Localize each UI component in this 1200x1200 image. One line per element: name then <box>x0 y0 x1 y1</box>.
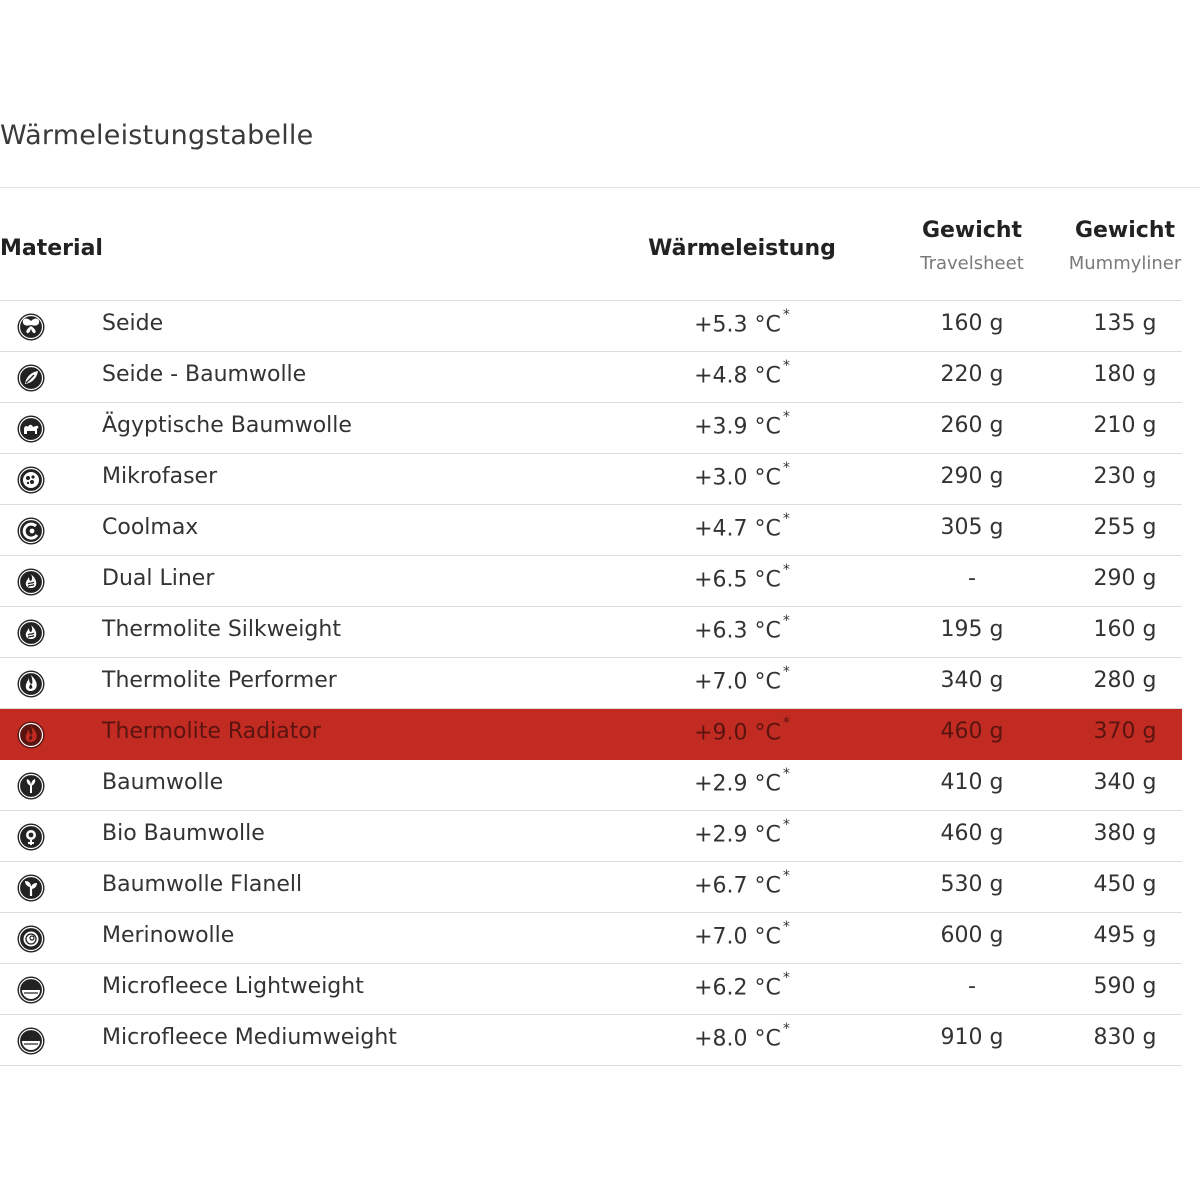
material-name: Seide - Baumwolle <box>102 362 307 387</box>
camel-icon <box>16 414 46 444</box>
butterfly-icon <box>16 312 46 342</box>
weight-mummyliner: 495 g <box>1093 923 1157 948</box>
material-name: Microfleece Mediumweight <box>102 1025 397 1050</box>
warmth-value <box>612 307 872 338</box>
header-weight-mummyliner <box>1050 218 1200 274</box>
material-name: Thermolite Performer <box>102 668 337 693</box>
weight-mummyliner: 290 g <box>1093 566 1157 591</box>
weight-travelsheet: 910 g <box>940 1025 1004 1050</box>
weight-mummyliner: 380 g <box>1093 821 1157 846</box>
fleece-icon <box>16 1026 46 1056</box>
footnote-mark: * <box>782 1021 790 1037</box>
material-name: Mikrofaser <box>102 464 218 489</box>
warmth-value <box>612 664 872 695</box>
table-row <box>0 403 1182 454</box>
weight-travelsheet: 460 g <box>940 821 1004 846</box>
warmth-value <box>612 409 872 440</box>
warmth-value <box>612 1021 872 1052</box>
header-mummyliner-label: Mummyliner <box>1068 253 1182 274</box>
table-row <box>0 301 1182 352</box>
weight-travelsheet: 600 g <box>940 923 1004 948</box>
table-row <box>0 760 1182 811</box>
warmth-value <box>612 919 872 950</box>
warmth-number: +2.9 °C <box>694 822 781 848</box>
table-row <box>0 913 1182 964</box>
footnote-mark: * <box>782 664 790 680</box>
material-name: Baumwolle Flanell <box>102 872 303 897</box>
footnote-mark: * <box>782 868 790 884</box>
material-name: Microfleece Lightweight <box>102 974 364 999</box>
weight-travelsheet: 290 g <box>940 464 1004 489</box>
warmth-number: +6.5 °C <box>694 567 781 593</box>
warmth-table <box>0 188 1182 1066</box>
warmth-number: +3.0 °C <box>694 465 781 491</box>
weight-mummyliner: 340 g <box>1093 770 1157 795</box>
cotton-plant-icon <box>16 771 46 801</box>
table-header <box>0 188 1182 301</box>
warmth-number: +6.3 °C <box>694 618 781 644</box>
material-name: Thermolite Radiator <box>102 719 321 744</box>
warmth-value <box>612 970 872 1001</box>
warmth-number: +4.7 °C <box>694 516 781 542</box>
weight-mummyliner: 830 g <box>1093 1025 1157 1050</box>
footnote-mark: * <box>782 409 790 425</box>
header-warmth: Wärmeleistung <box>648 236 836 261</box>
table-row-highlighted <box>0 709 1182 760</box>
warmth-value <box>612 511 872 542</box>
footnote-mark: * <box>782 562 790 578</box>
weight-travelsheet: 220 g <box>940 362 1004 387</box>
weight-travelsheet: 460 g <box>940 719 1004 744</box>
material-name: Bio Baumwolle <box>102 821 265 846</box>
table-body <box>0 301 1182 1066</box>
header-travelsheet-label: Travelsheet <box>920 253 1024 274</box>
header-weight-label: Gewicht <box>1074 218 1176 243</box>
weight-travelsheet: 305 g <box>940 515 1004 540</box>
weight-mummyliner: 280 g <box>1093 668 1157 693</box>
warmth-value <box>612 562 872 593</box>
warmth-number: +7.0 °C <box>694 924 781 950</box>
flame-icon <box>16 720 46 750</box>
weight-travelsheet: 530 g <box>940 872 1004 897</box>
footnote-mark: * <box>782 358 790 374</box>
weight-mummyliner: 230 g <box>1093 464 1157 489</box>
dots-icon <box>16 465 46 495</box>
header-weight-label: Gewicht <box>921 218 1023 243</box>
warmth-value <box>612 868 872 899</box>
footnote-mark: * <box>782 511 790 527</box>
warmth-value <box>612 715 872 746</box>
warmth-value <box>612 358 872 389</box>
table-row <box>0 556 1182 607</box>
table-row <box>0 811 1182 862</box>
material-name: Ägyptische Baumwolle <box>102 413 352 438</box>
warmth-value <box>612 766 872 797</box>
weight-mummyliner: 180 g <box>1093 362 1157 387</box>
warmth-number: +6.2 °C <box>694 975 781 1001</box>
table-row <box>0 1015 1182 1066</box>
weight-travelsheet: - <box>968 566 976 591</box>
weight-travelsheet: 410 g <box>940 770 1004 795</box>
material-name: Baumwolle <box>102 770 224 795</box>
warmth-value <box>612 817 872 848</box>
weight-travelsheet: 260 g <box>940 413 1004 438</box>
sheep-icon <box>16 924 46 954</box>
footnote-mark: * <box>782 715 790 731</box>
footnote-mark: * <box>782 460 790 476</box>
weight-mummyliner: 255 g <box>1093 515 1157 540</box>
weight-mummyliner: 590 g <box>1093 974 1157 999</box>
footnote-mark: * <box>782 919 790 935</box>
table-row <box>0 505 1182 556</box>
bio-cotton-icon <box>16 822 46 852</box>
table-row <box>0 658 1182 709</box>
warmth-number: +9.0 °C <box>694 720 781 746</box>
flame-swirl-icon <box>16 618 46 648</box>
warmth-number: +7.0 °C <box>694 669 781 695</box>
table-row <box>0 607 1182 658</box>
material-name: Coolmax <box>102 515 199 540</box>
warmth-number: +3.9 °C <box>694 414 781 440</box>
table-row <box>0 352 1182 403</box>
header-weight-travelsheet <box>898 218 1046 274</box>
weight-travelsheet: 195 g <box>940 617 1004 642</box>
material-name: Merinowolle <box>102 923 235 948</box>
warmth-number: +4.8 °C <box>694 363 781 389</box>
footnote-mark: * <box>782 970 790 986</box>
warmth-value <box>612 460 872 491</box>
weight-travelsheet: 340 g <box>940 668 1004 693</box>
warmth-value <box>612 613 872 644</box>
warmth-number: +5.3 °C <box>694 312 781 338</box>
weight-travelsheet: - <box>968 974 976 999</box>
flame-icon <box>16 669 46 699</box>
leaf-butterfly-icon <box>16 363 46 393</box>
sprout-icon <box>16 873 46 903</box>
page-title: Wärmeleistungstabelle <box>0 120 314 151</box>
table-row <box>0 964 1182 1015</box>
fleece-icon <box>16 975 46 1005</box>
warmth-number: +6.7 °C <box>694 873 781 899</box>
footnote-mark: * <box>782 613 790 629</box>
footnote-mark: * <box>782 766 790 782</box>
warmth-number: +8.0 °C <box>694 1026 781 1052</box>
coolmax-icon <box>16 516 46 546</box>
weight-mummyliner: 135 g <box>1093 311 1157 336</box>
material-name: Seide <box>102 311 164 336</box>
footnote-mark: * <box>782 817 790 833</box>
weight-mummyliner: 450 g <box>1093 872 1157 897</box>
weight-mummyliner: 370 g <box>1093 719 1157 744</box>
material-name: Dual Liner <box>102 566 215 591</box>
weight-mummyliner: 160 g <box>1093 617 1157 642</box>
weight-mummyliner: 210 g <box>1093 413 1157 438</box>
weight-travelsheet: 160 g <box>940 311 1004 336</box>
table-row <box>0 454 1182 505</box>
table-row <box>0 862 1182 913</box>
footnote-mark: * <box>782 307 790 323</box>
flame-swirl-icon <box>16 567 46 597</box>
header-material: Material <box>0 236 103 261</box>
warmth-number: +2.9 °C <box>694 771 781 797</box>
material-name: Thermolite Silkweight <box>102 617 341 642</box>
